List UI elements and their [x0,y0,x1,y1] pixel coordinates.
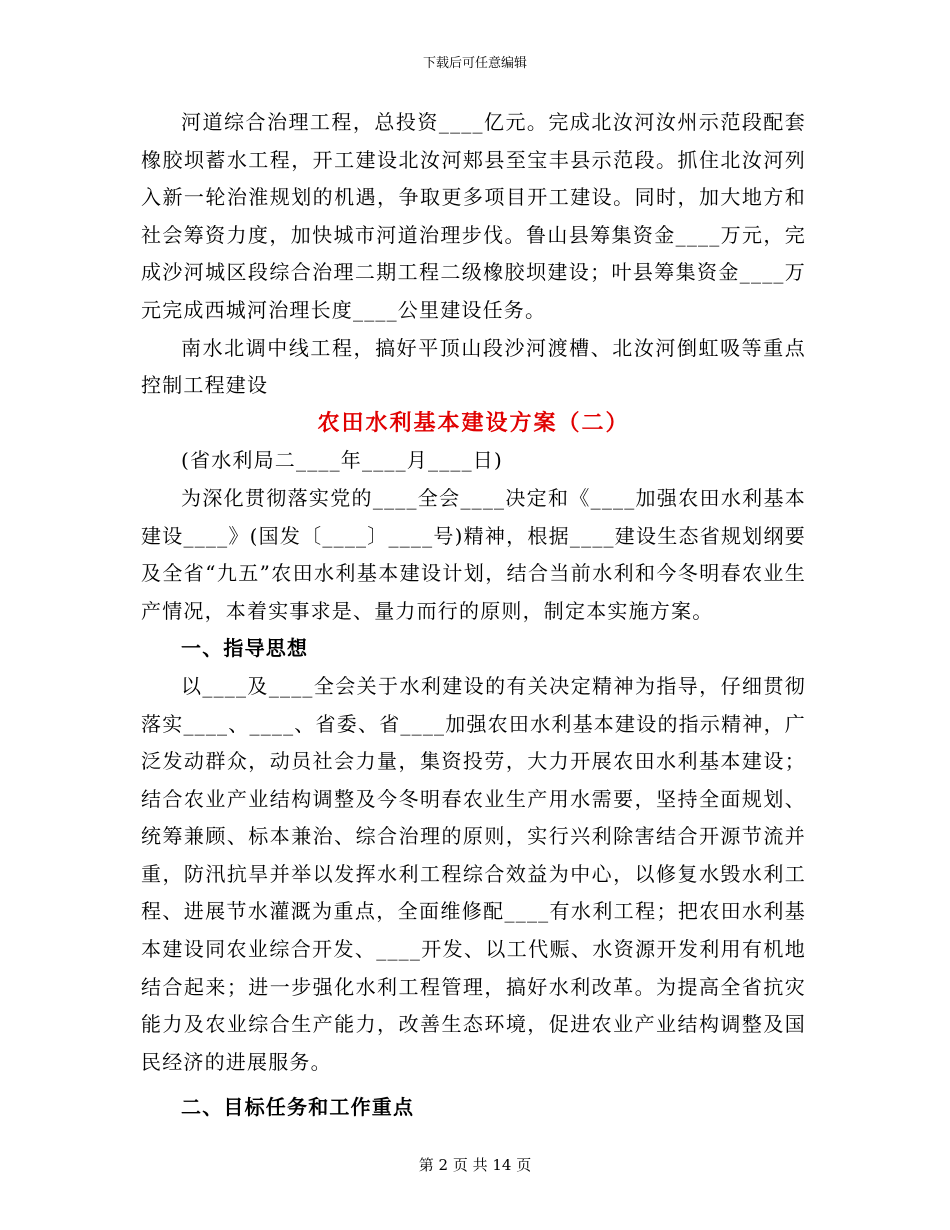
paragraph-south-north-water: 南水北调中线工程，搞好平顶山段沙河渡槽、北汝河倒虹吸等重点控制工程建设 [141,335,806,398]
paragraph-intro: 为深化贯彻落实党的____全会____决定和《____加强农田水利基本建设____》(国发〔____〕____号)精神，根据____建设生态省规划纲要及全省“九五”农田水利基本建设计划，结合当前水利和今冬明春农业生产情况，本着实事求是、量力而行的原则，制定本实施方案。 [141,485,806,623]
heading-goals-tasks: 二、目标任务和工作重点 [181,1095,415,1120]
document-title: 农田水利基本建设方案（二） [317,409,630,436]
heading-guiding-thought: 一、指导思想 [181,636,309,661]
paragraph-guiding-thought: 以____及____全会关于水利建设的有关决定精神为指导，仔细贯彻落实____、____、省委、省____加强农田水利基本建设的指示精神，广泛发动群众，动员社会力量，集资投劳，大力开展农田水利基本建设；结合农业产业结构调整及今冬明春农业生产用水需要，坚持全面规划、统筹兼顾、标本兼治、综合治理的原则，实行兴利除害结合开源节流并重，防汛抗旱并举以发挥水利工程综合效益为中心，以修复水毁水利工程、进展节水灌溉为重点，全面维修配____有水利工程；把农田水利基本建设同农业综合开发、____开发、以工代赈、水资源开发利用有机地结合起来；进一步强化水利工程管理，搞好水利改革。为提高全省抗灾能力及农业综合生产能力，改善生态环境，促进农业产业结构调整及国民经济的进展服务。 [141,673,806,1074]
date-line: (省水利局二____年____月____日) [181,448,504,473]
page-number: 第 2 页 共 14 页 [418,1156,532,1174]
document-body [141,104,806,1127]
paragraph-river-governance: 河道综合治理工程，总投资____亿元。完成北汝河汝州示范段配套橡胶坝蓄水工程，开工建设北汝河郏县至宝丰县示范段。抓住北汝河列入新一轮治淮规划的机遇，争取更多项目开工建设。同时，加大地方和社会筹资力度，加快城市河道治理步伐。鲁山县筹集资金____万元，完成沙河城区段综合治理二期工程二级橡胶坝建设；叶县筹集资金____万元完成西城河治理长度____公里建设任务。 [141,110,806,322]
header-note: 下载后可任意编辑 [422,56,527,71]
